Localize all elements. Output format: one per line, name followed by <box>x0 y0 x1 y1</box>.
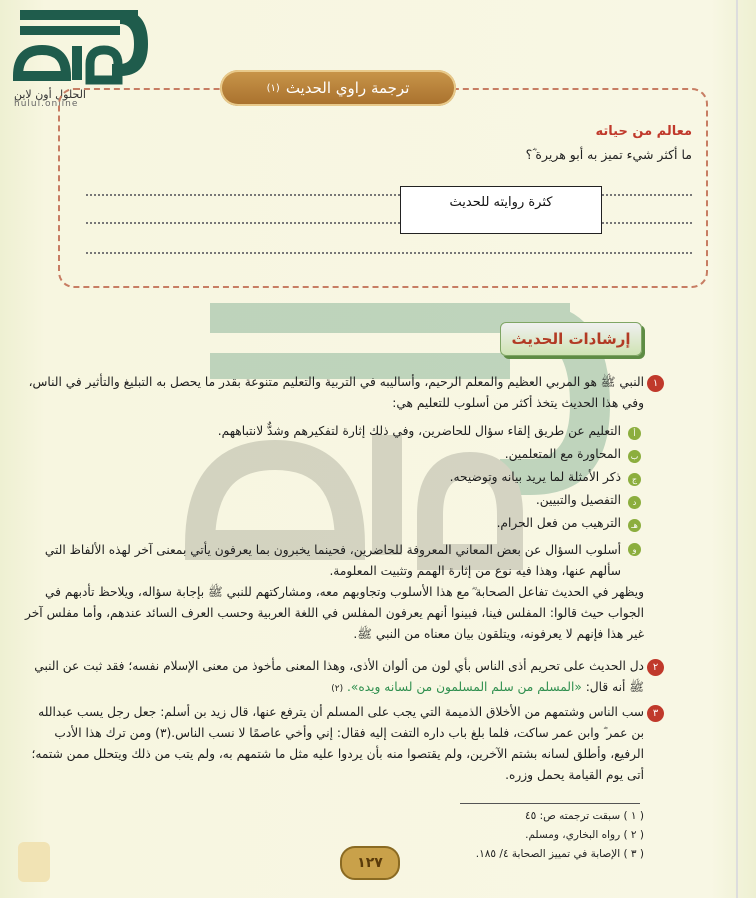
margin-line <box>736 0 738 898</box>
footnote-divider <box>460 803 640 804</box>
paragraph-1b: أسلوب السؤال عن بعض المعاني المعروفة للحاضرين، فحينما يخبرون بما يعرفون يأتي بمعنى آخر لهذه الألفاظ التي سألهم عنها، وهذا فيه نوع من إثارة الهمم وتثبيت المعلومة. <box>44 543 621 578</box>
paragraph-1: النبي ﷺ هو المربي العظيم والمعلم الرحيم، وأساليبه في التربية والتعليم متنوعة بقدر ما يحصل به التبليغ والتأثير في الناس، وفي هذا الحديث يتخذ أكثر من أسلوب للتعليم هي: <box>28 375 644 410</box>
paragraph-2-text: دل الحديث على تحريم أذى الناس بأي لون من ألوان الأذى، وهذا المعنى مأخوذ من معنى الإسلام نفسه؛ فقد ثبت عن النبي ﷺ أنه قال: <box>34 659 644 694</box>
footnote-2: ( ٢ ) رواه البخاري، ومسلم. <box>525 829 644 841</box>
list-item: التعليم عن طريق إلقاء سؤال للحاضرين، وفي ذلك إثارة لتفكيرهم وشدٌّ لانتباههم. <box>217 424 621 438</box>
answer-field[interactable]: كثرة روايته للحديث <box>400 186 602 234</box>
paragraph-number-2: ٢ <box>647 659 664 676</box>
paragraph-number-1: ١ <box>647 375 664 392</box>
item-marker: ج <box>628 473 641 486</box>
list-item: المحاورة مع المتعلمين. <box>504 447 621 461</box>
section-banner <box>220 70 456 106</box>
logo-subtitle: الحلول أون لاين <box>14 88 86 101</box>
footnote-ref-2: (٢) <box>331 684 344 694</box>
paragraph-3: سب الناس وشتمهم من الأخلاق الذميمة التي يجب على المسلم أن يترفع عنها، قال زيد بن أسلم: جعل رجل يسب عبدالله بن عمر ؓ وابن عمر ساكت، فلما بلغ باب داره التفت إليه فقال: إني وأخي عاصمًا لا نسب الناس.(٣) ومن ترك هذا الأدب الرفيع، وأطلق لسانه بشتم الآخرين، ولم يقتصوا منه بأن يردوا عليه مثل ما شتمهم به، ولم يتب من ذلك ويتحلل ممن شتمه؛ أتى يوم القيامة يحمل وزره. <box>31 705 644 782</box>
logo-url: hulul.online <box>14 99 79 109</box>
life-heading: معالم من حياته <box>595 124 692 139</box>
paragraph-2 <box>24 656 644 700</box>
page-number: ١٢٧ <box>340 846 400 880</box>
list-item: الترهيب من فعل الحرام. <box>496 516 621 530</box>
banner-title: ترجمة راوي الحديث <box>285 79 410 97</box>
list-item: ذكر الأمثلة لما يريد بيانه وتوضيحه. <box>449 470 621 484</box>
footnote-3: ( ٣ ) الإصابة في تمييز الصحابة ٤/ ١٨٥. <box>475 848 644 860</box>
corner-logo-icon <box>18 842 50 882</box>
dotted-line-3 <box>86 252 692 254</box>
item-marker: أ <box>628 427 641 440</box>
paragraph-1c: ويظهر في الحديث تفاعل الصحابة ؓ مع هذا الأسلوب وتجاوبهم معه، ومشاركتهم للنبي ﷺ بإجابة سؤاله، ويلاحظ تأدبهم في الجواب حيث قالوا: المفلس فينا، فبينوا أنهم يعرفون المفلس في اللغة العربية وحسب العرف السائد عندهم، وأما مفلس آخر غير هذا فإنهم لا يعرفونه، ويتلقون بيان معناه من النبي ﷺ. <box>25 585 644 641</box>
item-marker: ب <box>628 450 641 463</box>
item-marker: هـ <box>628 519 641 532</box>
question-text: ما أكثر شيء تميز به أبو هريرة ؓ؟ <box>525 147 692 162</box>
life-box <box>58 88 708 288</box>
item-marker: د <box>628 496 641 509</box>
item-marker: و <box>628 543 641 556</box>
hadith-quote: «المسلم من سلم المسلمون من لسانه ويده». <box>347 680 582 694</box>
banner-footnote-ref: (١) <box>266 82 280 94</box>
footnote-1: ( ١ ) سبقت ترجمته ص: ٤٥ <box>524 810 644 822</box>
list-item: التفصيل والتبيين. <box>535 493 621 507</box>
paragraph-number-3: ٣ <box>647 705 664 722</box>
section-title: إرشادات الحديث <box>500 322 642 356</box>
